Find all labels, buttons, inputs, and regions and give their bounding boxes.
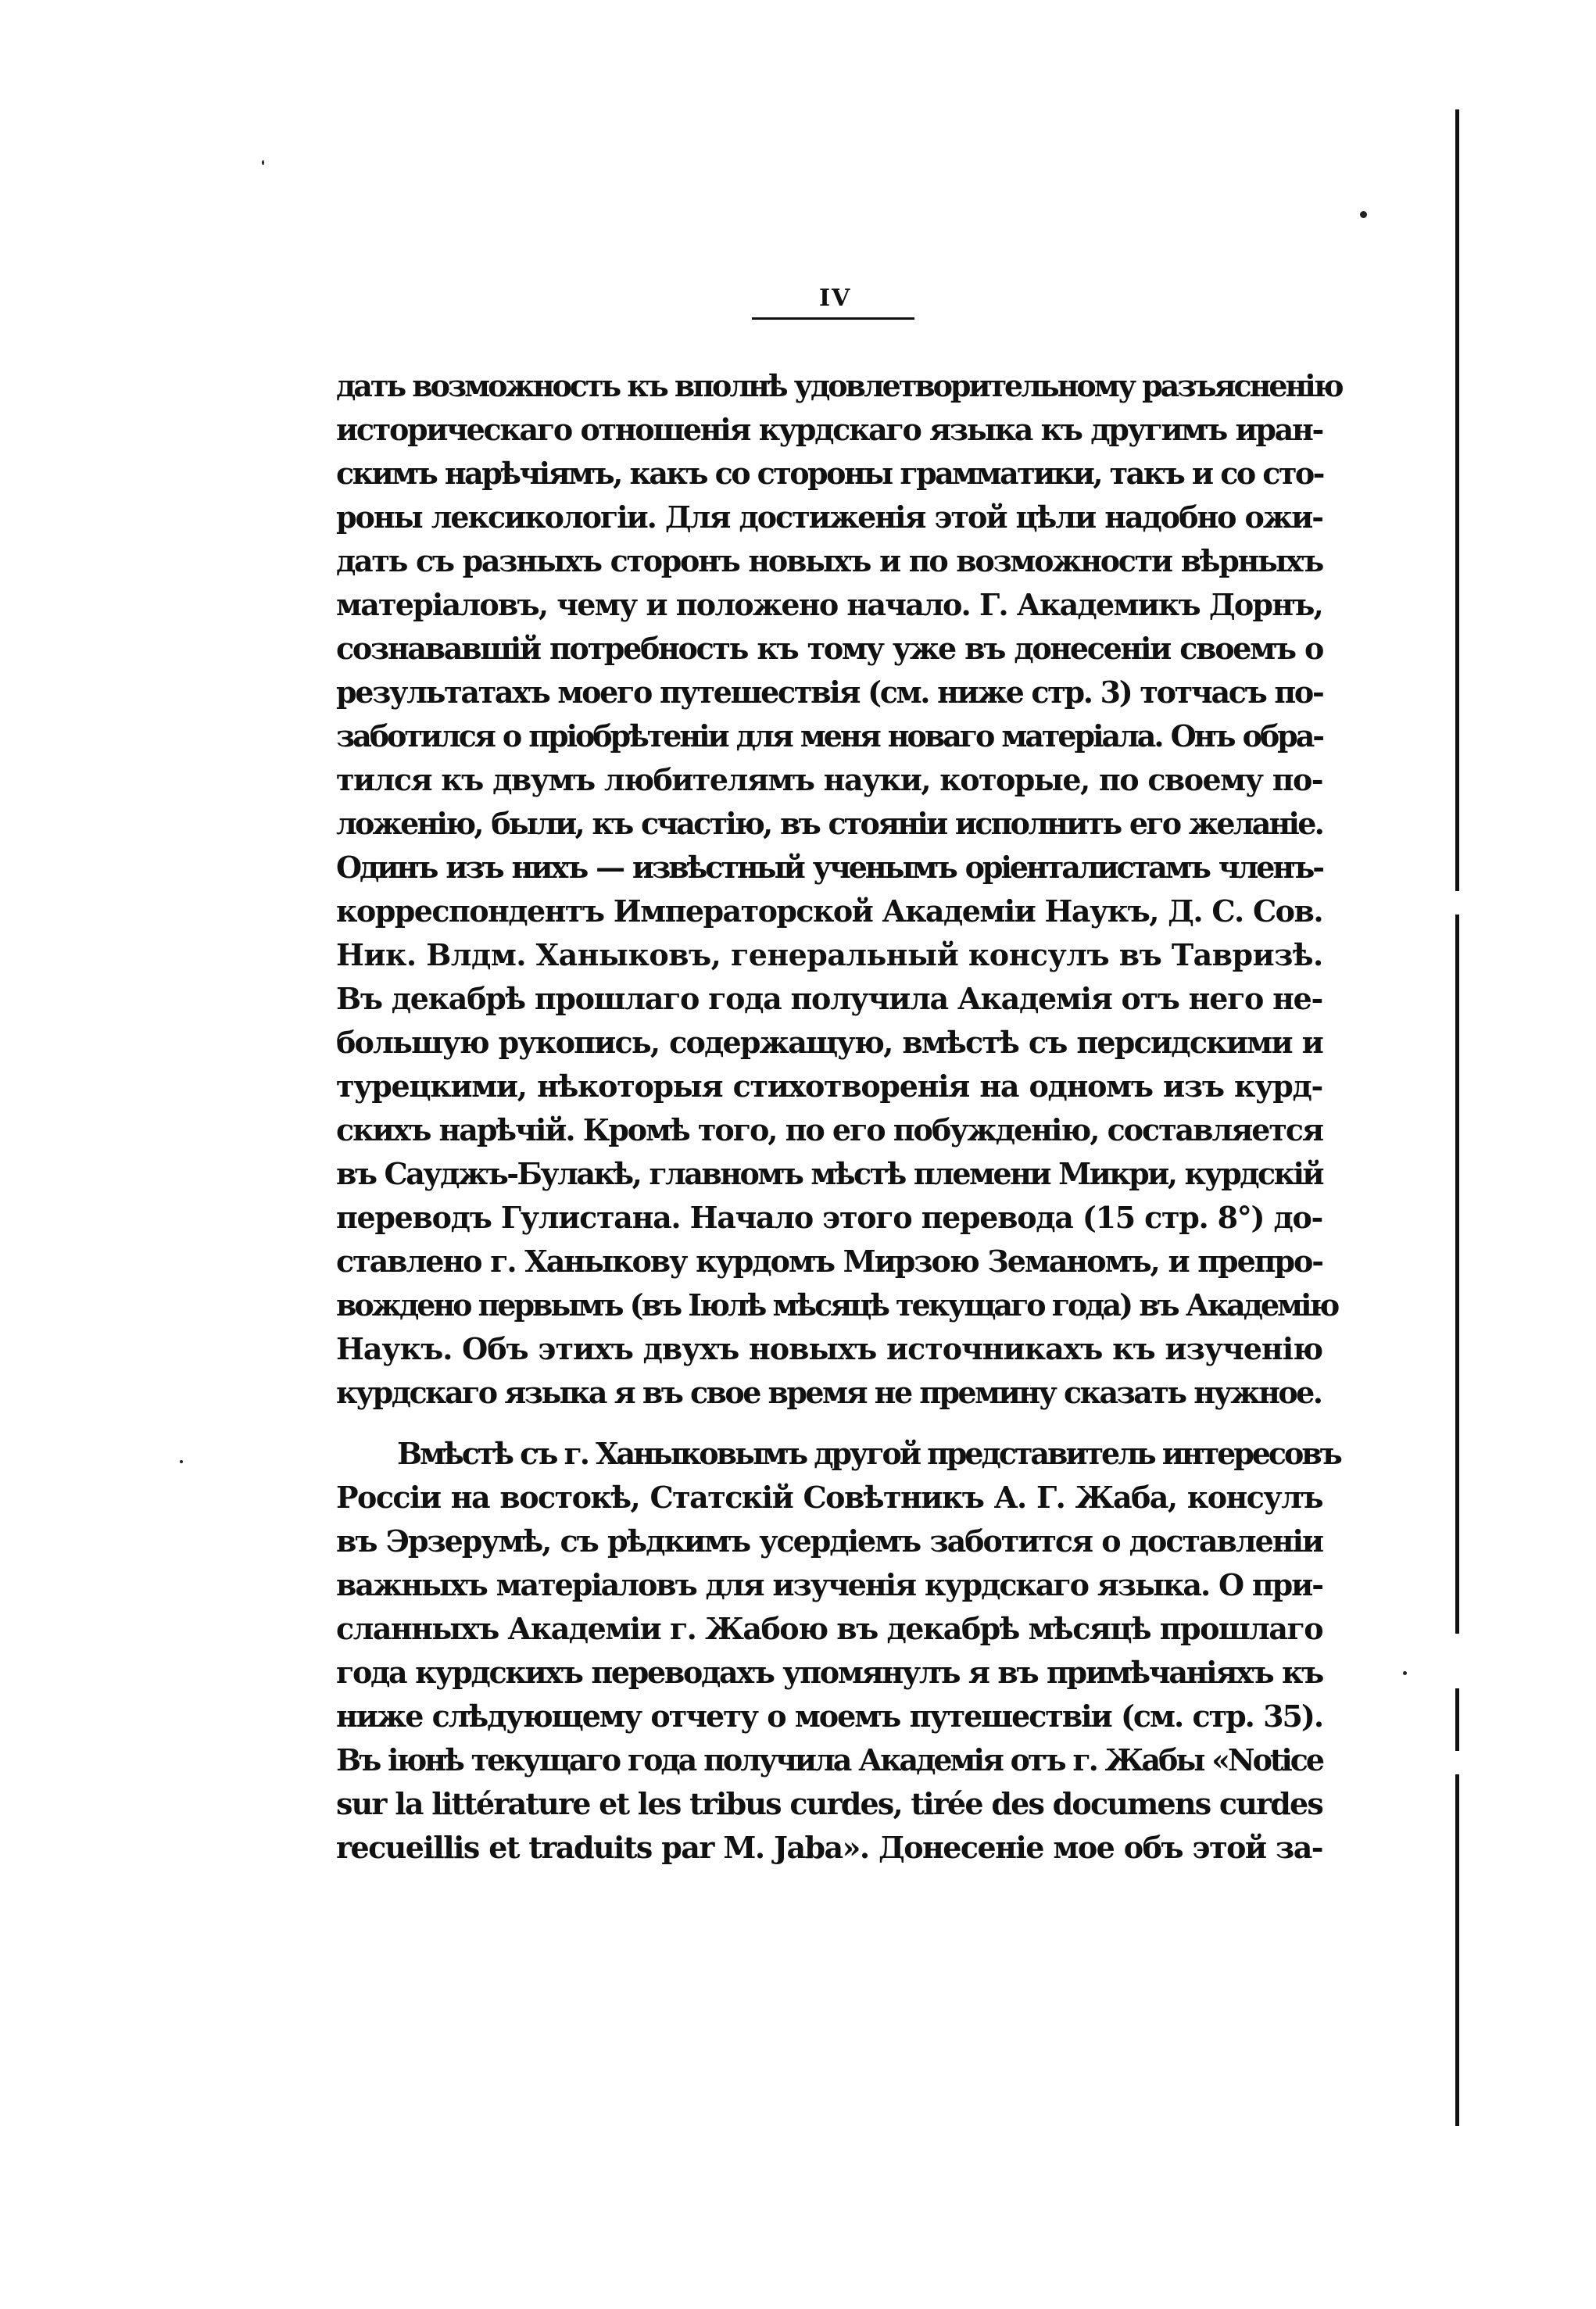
text-line: sur la littérature et les tribus curdes, tirée des documens curdes bbox=[336, 1786, 1322, 1821]
text-line: въ Эрзерумѣ, съ рѣдкимъ усердіемъ заботится о доставленіи bbox=[336, 1523, 1322, 1559]
header-rule bbox=[752, 317, 914, 320]
text-line: вождено первымъ (въ Іюлѣ мѣсяцѣ текущаго года) въ Академію bbox=[336, 1287, 1338, 1323]
text-line: дать съ разныхъ сторонъ новыхъ и по возможности вѣрныхъ bbox=[336, 543, 1322, 578]
text-line: роны лексикологіи. Для достиженія этой цѣли надобно ожи- bbox=[336, 499, 1322, 535]
scan-speck bbox=[1403, 1671, 1407, 1675]
text-line: скимъ нарѣчіямъ, какъ со стороны грамматики, такъ и со сто- bbox=[336, 456, 1323, 491]
text-line: Наукъ. Объ этихъ двухъ новыхъ источникахъ къ изученію bbox=[336, 1331, 1322, 1366]
text-line: историческаго отношенія курдскаго языка къ другимъ иран- bbox=[336, 412, 1322, 447]
text-line: большую рукопись, содержащую, вмѣстѣ съ персидскими и bbox=[336, 1025, 1322, 1060]
text-line: дать возможность къ вполнѣ удовлетворительному разъясненію bbox=[336, 368, 1342, 403]
body-text bbox=[336, 364, 1342, 1870]
text-line: тился къ двумъ любителямъ науки, которые, по своему по- bbox=[336, 762, 1322, 797]
text-line: Одинъ изъ нихъ — извѣстный ученымъ оріенталистамъ членъ- bbox=[336, 850, 1322, 885]
text-line: Ник. Влдм. Ханыковъ, генеральный консулъ въ Тавризѣ. bbox=[336, 937, 1323, 972]
scan-speck bbox=[1360, 211, 1367, 218]
text-line: ставлено г. Ханыкову курдомъ Мирзою Земаномъ, и препро- bbox=[336, 1244, 1322, 1279]
text-line: курдскаго языка я въ свое время не премину сказать нужное. bbox=[336, 1375, 1322, 1410]
text-line: скихъ нарѣчій. Кромѣ того, по его побужденію, составляется bbox=[336, 1112, 1322, 1147]
text-line: въ Сауджъ-Булакѣ, главномъ мѣстѣ племени Микри, курдскій bbox=[336, 1156, 1322, 1191]
text-line: заботился о пріобрѣтеніи для меня новаго матеріала. Онъ обра- bbox=[336, 718, 1322, 754]
scan-edge-bar bbox=[1455, 915, 1459, 1634]
text-line: матеріаловъ, чему и положено начало. Г. Академикъ Дорнъ, bbox=[336, 587, 1322, 622]
text-line: ложенію, были, къ счастію, въ стояніи исполнить его желаніе. bbox=[336, 806, 1322, 841]
text-line: переводъ Гулистана. Начало этого перевода (15 стр. 8°) до- bbox=[336, 1200, 1322, 1235]
text-line: сланныхъ Академіи г. Жабою въ декабрѣ мѣсяцѣ прошлаго bbox=[336, 1611, 1322, 1646]
text-line: результатахъ моего путешествія (см. ниже стр. 3) тотчасъ по- bbox=[336, 675, 1323, 710]
paragraph-1 bbox=[336, 364, 1342, 1415]
text-line: ниже слѣдующему отчету о моемъ путешествіи (см. стр. 35). bbox=[336, 1699, 1322, 1734]
scan-speck bbox=[180, 1460, 183, 1463]
text-line: важныхъ матеріаловъ для изученія курдскаго языка. О при- bbox=[336, 1567, 1322, 1602]
scan-edge-bar bbox=[1455, 109, 1459, 891]
text-line: сознававшій потребность къ тому уже въ донесеніи своемъ о bbox=[336, 631, 1322, 666]
scan-edge-bar bbox=[1455, 1688, 1459, 1751]
page-number: IV bbox=[819, 285, 852, 312]
text-line: корреспондентъ Императорской Академіи Наукъ, Д. С. Сов. bbox=[336, 893, 1322, 929]
text-line: recueillis et traduits par M. Jaba». Донесеніе мое объ этой за- bbox=[336, 1830, 1322, 1865]
scan-edge-bar bbox=[1455, 1774, 1459, 2126]
text-line: Вмѣстѣ съ г. Ханыковымъ другой представитель интересовъ bbox=[397, 1436, 1340, 1471]
paragraph-2 bbox=[336, 1432, 1340, 1870]
text-line: турецкими, нѣкоторыя стихотворенія на одномъ изъ курд- bbox=[336, 1069, 1322, 1104]
text-line: Россіи на востокѣ, Статскій Совѣтникъ А. Г. Жаба, консулъ bbox=[336, 1480, 1322, 1515]
text-line: Въ іюнѣ текущаго года получила Академія отъ г. Жабы «Notice bbox=[336, 1742, 1322, 1777]
text-line: Въ декабрѣ прошлаго года получила Академія отъ него не- bbox=[336, 981, 1322, 1016]
scan-speck bbox=[262, 160, 264, 165]
paragraph-gap bbox=[336, 1415, 1322, 1432]
text-line: года курдскихъ переводахъ упомянулъ я въ примѣчаніяхъ къ bbox=[336, 1655, 1322, 1690]
